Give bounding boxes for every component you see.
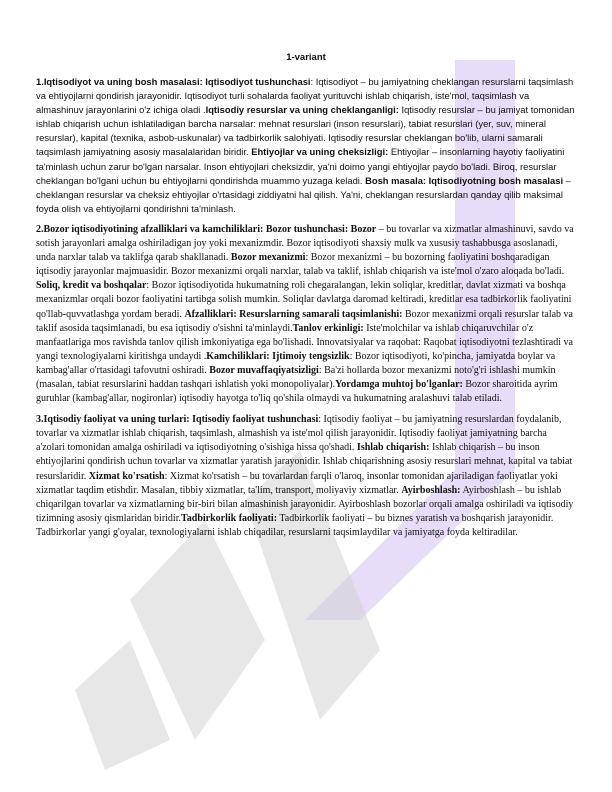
bold-term: Bosh masala: Iqtisodiyotning bosh masalasi bbox=[365, 174, 564, 186]
bold-term: Tanlov erkinligi: bbox=[292, 322, 364, 334]
section-economy-main-problem bbox=[36, 75, 576, 216]
document-content bbox=[36, 52, 576, 547]
body-text: Bozor sharoitida ayrim guruhlar (kambag'allar, nogironlar) iqtisodiy hayotga to'liq qo'shila olmaydi va hukumatning aralashuvi talab etiladi. bbox=[36, 378, 558, 405]
bold-term: 2.Bozor iqtisodiyotining afzalliklari va kamchiliklari: Bozor tushunchasi: Bozor bbox=[36, 223, 377, 235]
body-text: Iste'molchilar va ishlab chiqaruvchilar o'z manfaatlariga mos ravishda tanlov qilish imkoniyatiga ega bo'lishadi. Innovatsiyalar va raqobat: Raqobat iqtisodiyotni tezlashtiradi va yangi texnologiyalarni kiritishga undaydi . bbox=[36, 322, 573, 362]
body-text: Tadbirkorlik faoliyati – bu biznes yaratish va boshqarish jarayonidir. Tadbirkorlar yangi g'oyalar, texnologiyalarni ishlab chiqadilar, resurslarni taqsimlaydilar va jamiyatga foyda keltiradilar. bbox=[36, 512, 554, 538]
body-text: : Xizmat ko'rsatish – bu tovarlardan farqli o'laroq, insonlar tomonidan ajariladigan faoliyatlar yoki xizmatlar taqdim etishdir. Masalan, tibbiy xizmatlar, ta'lim, transport, moliyaviy xizmatlar. bbox=[36, 470, 558, 496]
body-text: : Ba'zi hollarda bozor mexanizmi noto'g'ri ishlashi mumkin (masalan, tabiat resurslarini haddan tashqari ishlatish yoki monopoliyalar). bbox=[36, 364, 556, 390]
body-text: : Bozor mexanizmi – bu bozorning faoliyatini boshqaradigan iqtisodiy jarayonlar majmuasidir. Bozor mexanizmi orqali narxlar, talab va taklif, ishlab chiqarish va iste'mol o'zaro aloqada bo'ladi. bbox=[36, 252, 565, 278]
bold-term: Ehtiyojlar va uning cheksizligi: bbox=[251, 146, 389, 158]
section-market-economy bbox=[36, 223, 576, 406]
body-text: Ishlab chiqarish – bu inson ehtiyojlarini qondirish uchun tovarlar va xizmatlar yaratish jarayonidir. Ishlab chiqarishning asosiy resurslari mehnat, kapital va tabiat resurslaridir. bbox=[36, 442, 573, 482]
section-economic-activity bbox=[36, 413, 576, 540]
bold-term: Tadbirkorlik faoliyati: bbox=[181, 512, 278, 524]
body-text: Bozor mexanizmi orqali resurslar talab va taklif asosida taqsimlanadi, bu esa iqtisodiy o'sishni ta'minlaydi. bbox=[36, 308, 573, 334]
body-text: – bu tovarlar va xizmatlar almashinuvi, savdo va sotish jarayonlari amalga oshiriladigan joy yoki mexanizmdir. Bozor iqtisodiyoti shaxsiy mulk va xususiy tashabbusga asoslanadi, unda narxlar talab va taklifga qarab shakllanadi. bbox=[36, 223, 574, 264]
body-text: Ayirboshlash – bu ishlab chiqarilgan tovarlar va xizmatlarning bir-biri bilan almashinish jarayonidir. Ayirboshlash bozorlar orqali amalga oshiriladi va iqtisodiy tizimning asosiy qismlaridan biridir. bbox=[36, 484, 574, 524]
page-title: 1-variant bbox=[286, 52, 326, 63]
bold-term: Soliq, kredit va boshqalar bbox=[36, 280, 147, 292]
bold-term: Ayirboshlash: bbox=[401, 484, 461, 496]
body-text: : Iqtisodiyot – bu jamiyatning cheklangan resurslarni taqsimlash va ehtiyojlarni qondirish jarayonidir. Iqtisodiyot turli sohalarda faoliyat yurituvchi ishlab chiqarish, iste'mol, taqsimlash va almashinuv jarayonlarini o'z ichiga oladi . bbox=[36, 76, 574, 116]
bold-term: Bozor muvaffaqiyatsizligi bbox=[209, 364, 319, 376]
bold-term: 1.Iqtisodiyot va uning bosh masalasi: Iqtisodiyot tushunchasi bbox=[36, 76, 311, 87]
body-text: – cheklangan resurslar va cheksiz ehtiyojlar o'rtasidagi ziddiyatni hal qilish. Ya'ni, cheklangan resurslardan qanday qilib maksimal foyda olish va ehtiyojlarni qondirishni ta'minlash. bbox=[36, 174, 571, 214]
body-text: : Bozor iqtisodiyoti, ko'pincha, jamiyatda boylar va kambag'allar o'rtasidagi tafovutni oshiradi. bbox=[36, 350, 556, 376]
body-text: : Iqtisodiy faoliyat – bu jamiyatning resurslardan foydalanib, tovarlar va xizmatlar ishlab chiqarish, taqsimlash, almashish va iste'mol qilish jarayonidir. Iqtisodiy faoliyat jamiyatning barcha a'zolari tomonidan amalga oshiriladi va iqtisodiyotning o'sishiga hissa qo'shadi. bbox=[36, 414, 562, 454]
bold-term: Ishlab chiqarish: bbox=[356, 442, 430, 454]
bold-term: Bozor mexanizmi bbox=[230, 252, 306, 264]
bold-term: Yordamga muhtoj bo'lganlar: bbox=[335, 378, 463, 390]
body-text: : Bozor iqtisodiyotida hukumatning roli chegaralangan, lekin soliqlar, kreditlar, davlat xizmati va boshqa mexanizmlar orqali bozor faoliyatini tartibga solish mumkin. Soliqlar davlatga daromad keltiradi, kreditlar esa tadbirkorlik faoliyatini qo'llab-quvvatlashga yordam beradi. bbox=[36, 280, 572, 320]
bold-term: Xizmat ko'rsatish bbox=[88, 470, 165, 482]
body-text: Iqtisodiy resurslar – bu jamiyat tomonidan ishlab chiqarish uchun ishlatiladigan barcha narsalar: mehnat resurslari (inson resurslari), tabiat resurslari (yer, suv, mineral resurslar), kapital (texnika, asbob-uskunalar) va tadbirkorlik salohiyati. Iqtisodiy resurslar cheklangan bo'lib, ularni samarali taqsimlash jamiyatning asosiy masalalaridan biridir. bbox=[36, 104, 575, 158]
bold-term: Iqtisodiy resurslar va uning cheklanganligi: bbox=[205, 104, 399, 116]
body-text: Ehtiyojlar – insonlarning hayotiy faoliyatini ta'minlash uchun zarur bo'lgan narsalar. Inson ehtiyojlari cheksizdir, ya'ni doimo yangi ehtiyojlar paydo bo'ladi. Biroq, resurslar cheklangan bo'lgani uchun bu ehtiyojlarni qondirishda muammo yuzaga keladi. bbox=[36, 146, 565, 186]
bold-term: Afzalliklari: Resurslarning samarali taqsimlanishi: bbox=[184, 308, 403, 320]
bold-term: Kamchiliklari: Ijtimoiy tengsizlik bbox=[206, 350, 350, 362]
bold-term: 3.Iqtisodiy faoliyat va uning turlari: Iqtisodiy faoliyat tushunchasi bbox=[36, 414, 319, 426]
